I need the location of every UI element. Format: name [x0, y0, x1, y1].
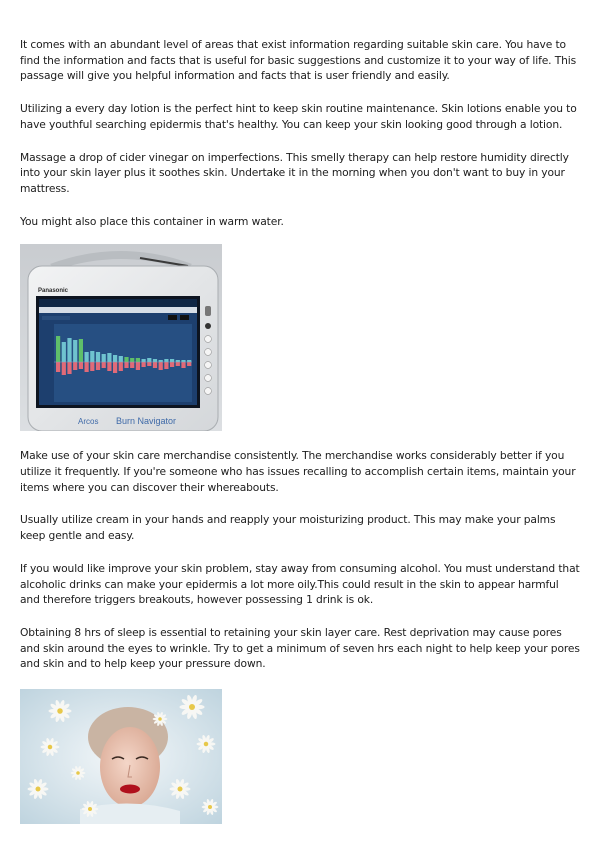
milk-bath-woman-image [20, 689, 222, 824]
chart-bar-upper [187, 360, 191, 362]
product-logo-label: Arcos [78, 417, 99, 427]
chart-bar-upper [147, 358, 151, 362]
chart-bar-upper [67, 338, 71, 362]
chart-bar-lower [113, 362, 117, 373]
chart-bar-lower [176, 362, 180, 366]
chart-bar-upper [176, 360, 180, 362]
paragraph-warm-water: You might also place this container in warm water. [20, 214, 284, 228]
paragraph-vinegar: Massage a drop of cider vinegar on imperfections. This smelly therapy can help restore humidity directly into your skin layer plus it soothes skin. Undertake it in the morning when you don't want to buy in your mattress. [20, 150, 569, 195]
chart-bar-upper [62, 342, 66, 362]
chart-bar-upper [96, 352, 100, 362]
chart-bar-upper [181, 360, 185, 362]
brand-label: Panasonic [38, 288, 69, 295]
chart-bar-lower [102, 362, 106, 368]
chart-bar-upper [56, 336, 60, 362]
chart-bar-upper [90, 351, 94, 362]
chart-bar-lower [170, 362, 174, 367]
chart-bar-upper [79, 339, 83, 362]
chart-bar-lower [79, 362, 83, 369]
paragraph-alcohol: If you would like improve your skin problem, stay away from consuming alcohol. You must understand that alcoholic drinks can make your epidermis a lot more oily.This could result in the skin to appear harmful and therefore triggers breakouts, however possessing 1 drink is ok. [20, 561, 580, 607]
chart-bar-upper [119, 356, 123, 362]
chart-bar-upper [170, 359, 174, 362]
chart-bar-upper [130, 358, 134, 362]
chart-bar-upper [164, 359, 168, 362]
chart-bar-lower [187, 362, 191, 366]
chart-bar-lower [96, 362, 100, 370]
chart-bar-upper [153, 359, 157, 362]
chart-bar-upper [102, 354, 106, 362]
paragraph-consistency: Make use of your skin care merchandise consistently. The merchandise works considerably better if you utilize it frequently. If you're someone who has issues recalling to accomplish certain items, maintain your items where you can discover their whereabouts. [20, 449, 576, 494]
chart-bar-lower [136, 362, 140, 370]
chart-bar-lower [130, 362, 134, 368]
chart-bar-lower [107, 362, 111, 371]
chart-bar-lower [73, 362, 77, 370]
chart-bar-lower [124, 362, 128, 368]
device-screen [39, 299, 197, 405]
chart-bar-upper [113, 355, 117, 362]
chart-bar-upper [142, 359, 146, 362]
chart-bar-lower [90, 362, 94, 371]
chart-bar-lower [67, 362, 71, 374]
chart-bar-lower [181, 362, 185, 368]
chart-bar-lower [153, 362, 157, 368]
chart-bar-lower [56, 362, 60, 372]
article [20, 37, 580, 824]
chart-bar-lower [142, 362, 146, 367]
chart-bar-upper [73, 340, 77, 362]
chart-bar-lower [62, 362, 66, 375]
paragraph-sleep: Obtaining 8 hrs of sleep is essential to retaining your skin layer care. Rest deprivation may cause pores and skin around the eyes to wrinkle. Try to get a minimum of seven hrs each night to help keep your pores and skin and to help keep your pressure down. [20, 625, 580, 671]
chart-bar-lower [147, 362, 151, 366]
chart-bar-upper [85, 352, 89, 362]
chart-bar-upper [136, 358, 140, 362]
chart-bar-lower [85, 362, 89, 372]
burn-navigator-device-image [20, 244, 222, 431]
paragraph-intro: It comes with an abundant level of areas that exist information regarding suitable skin care. You have to find the information and facts that is useful for basic suggestions and customize it to your way of life. This passage will give you helpful information and facts that is user friendly and easily. [20, 38, 577, 83]
chart-bar-upper [107, 353, 111, 362]
chart-bar-lower [119, 362, 123, 371]
product-name-label: Burn Navigator [116, 416, 177, 427]
chart-bar-lower [164, 362, 168, 369]
paragraph-hand-cream: Usually utilize cream in your hands and reapply your moisturizing product. This may make your palms keep gentle and easy. [20, 513, 556, 543]
chart-bar-upper [159, 360, 163, 362]
chart-bar-lower [159, 362, 163, 370]
paragraph-lotion: Utilizing a every day lotion is the perfect hint to keep skin routine maintenance. Skin lotions enable you to have youthful searching epidermis that's healthy. You can keep your skin looking good through a lotion. [20, 102, 577, 131]
chart-bar-upper [124, 357, 128, 362]
